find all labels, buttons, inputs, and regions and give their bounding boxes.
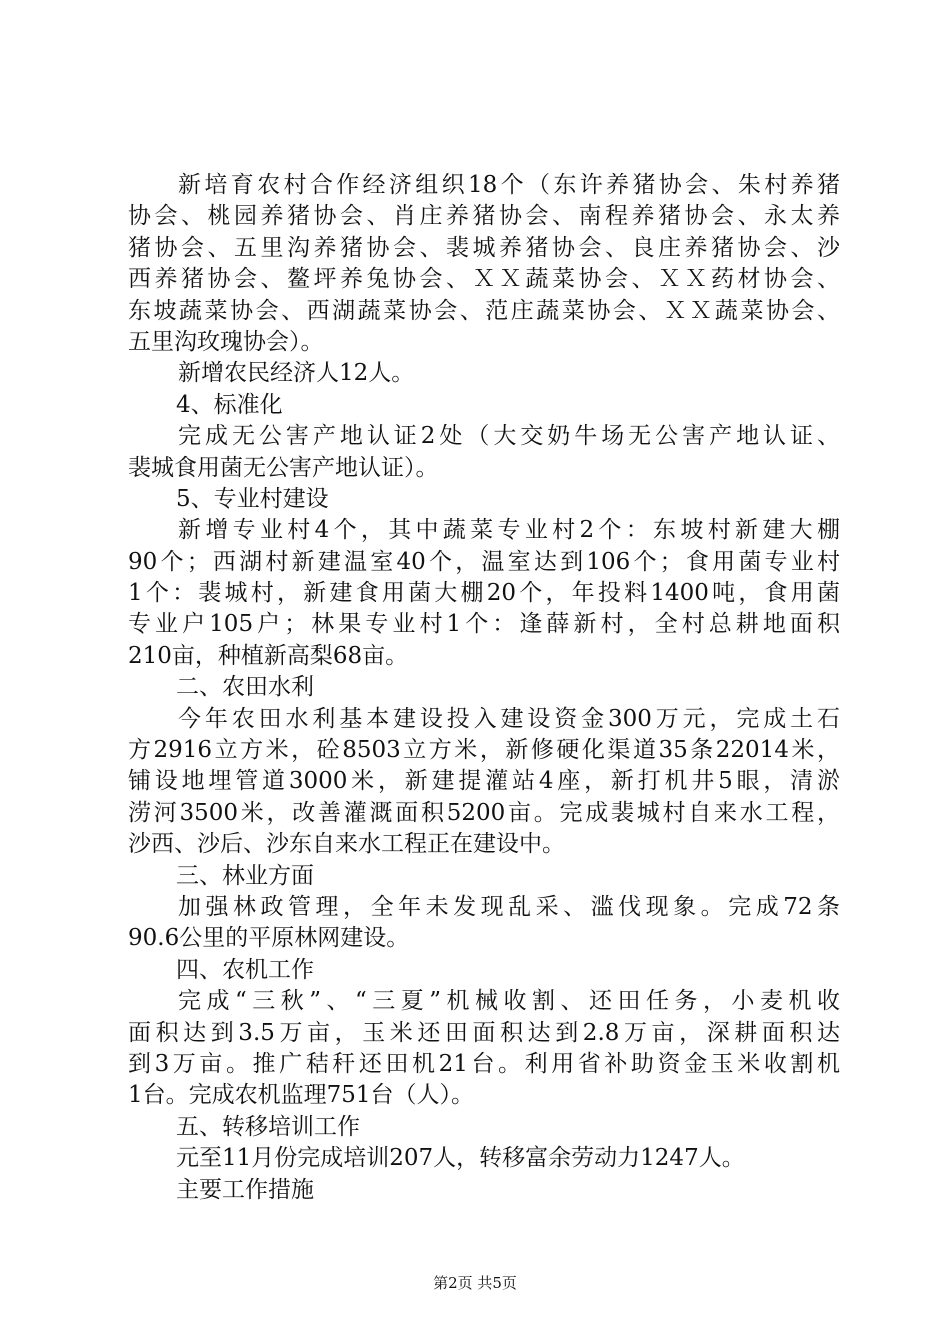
- paragraph-transfer-training: [128, 1143, 840, 1174]
- page-number-footer: 第2页 共5页: [433, 1274, 517, 1292]
- text-line: 沙西、沙后、沙东自来水工程正在建设中。: [128, 831, 565, 858]
- paragraph-certification: [128, 421, 840, 484]
- text-line: 新增农民经济人12人。: [178, 360, 415, 387]
- text-line: 1台。完成农机监理751台（人）。: [128, 1082, 475, 1109]
- text-line: 90个；西湖村新建温室40个，温室达到106个；食用菌专业村: [128, 548, 840, 575]
- paragraph-agricultural-machinery: [128, 986, 840, 1112]
- text-line: 完成“三秋”、“三夏”机械收割、还田任务，小麦机收: [178, 988, 840, 1015]
- paragraph-specialized-villages: [128, 515, 840, 672]
- section-heading-irrigation: 二、农田水利: [176, 674, 314, 701]
- text-line: 协会、桃园养猪协会、肖庄养猪协会、南程养猪协会、永太养: [128, 203, 840, 230]
- text-line: 元至11月份完成培训207人，转移富余劳动力1247人。: [176, 1145, 745, 1172]
- section-heading-agricultural-machinery: 四、农机工作: [176, 956, 314, 983]
- text-line: 1个：裴城村，新建食用菌大棚20个，年投料1400吨，食用菌: [128, 580, 840, 607]
- paragraph-irrigation: [128, 704, 840, 861]
- paragraph-forestry: [128, 892, 840, 955]
- text-line: 完成无公害产地认证2处（大交奶牛场无公害产地认证、: [178, 423, 840, 450]
- text-line: 五里沟玫瑰协会）。: [128, 328, 324, 355]
- section-heading-forestry: 三、林业方面: [176, 862, 314, 889]
- section-heading-standardization: 4、标准化: [176, 391, 283, 418]
- text-line: 90.6公里的平原林网建设。: [128, 925, 410, 952]
- text-line: 新增专业村4个，其中蔬菜专业村2个：东坡村新建大棚: [178, 517, 840, 544]
- text-line: 涝河3500米，改善灌溉面积5200亩。完成裴城村自来水工程，: [128, 799, 840, 826]
- text-line: 210亩，种植新高梨68亩。: [128, 642, 409, 669]
- section-heading-main-measures: 主要工作措施: [176, 1176, 314, 1203]
- text-line: 新培育农村合作经济组织18个（东许养猪协会、朱村养猪: [178, 172, 840, 198]
- text-line: 铺设地埋管道3000米，新建提灌站4座，新打机井5眼，清淤: [128, 768, 840, 795]
- section-heading-specialized-villages: 5、专业村建设: [176, 485, 329, 512]
- text-line: 到3万亩。推广秸秆还田机21台。利用省补助资金玉米收割机: [128, 1050, 840, 1077]
- paragraph-brokers: [128, 358, 840, 389]
- text-line: 猪协会、五里沟养猪协会、裴城养猪协会、良庄养猪协会、沙: [128, 234, 840, 261]
- text-line: 方2916立方米，砼8503立方米，新修硬化渠道35条22014米，: [128, 737, 840, 764]
- paragraph-cooperatives: [128, 170, 840, 358]
- text-line: 专业户105户；林果专业村1个：逢薛新村，全村总耕地面积: [128, 611, 840, 638]
- document-body: [128, 170, 840, 1206]
- text-line: 裴城食用菌无公害产地认证）。: [128, 454, 439, 481]
- section-heading-transfer-training: 五、转移培训工作: [176, 1113, 360, 1140]
- text-line: 东坡蔬菜协会、西湖蔬菜协会、范庄蔬菜协会、ＸＸ蔬菜协会、: [128, 297, 840, 324]
- text-line: 面积达到3.5万亩，玉米还田面积达到2.8万亩，深耕面积达: [128, 1019, 840, 1046]
- text-line: 加强林政管理，全年未发现乱采、滥伐现象。完成72条: [178, 893, 840, 920]
- text-line: 西养猪协会、鳌坪养兔协会、ＸＸ蔬菜协会、ＸＸ药材协会、: [128, 266, 840, 293]
- text-line: 今年农田水利基本建设投入建设资金300万元，完成土石: [178, 705, 840, 732]
